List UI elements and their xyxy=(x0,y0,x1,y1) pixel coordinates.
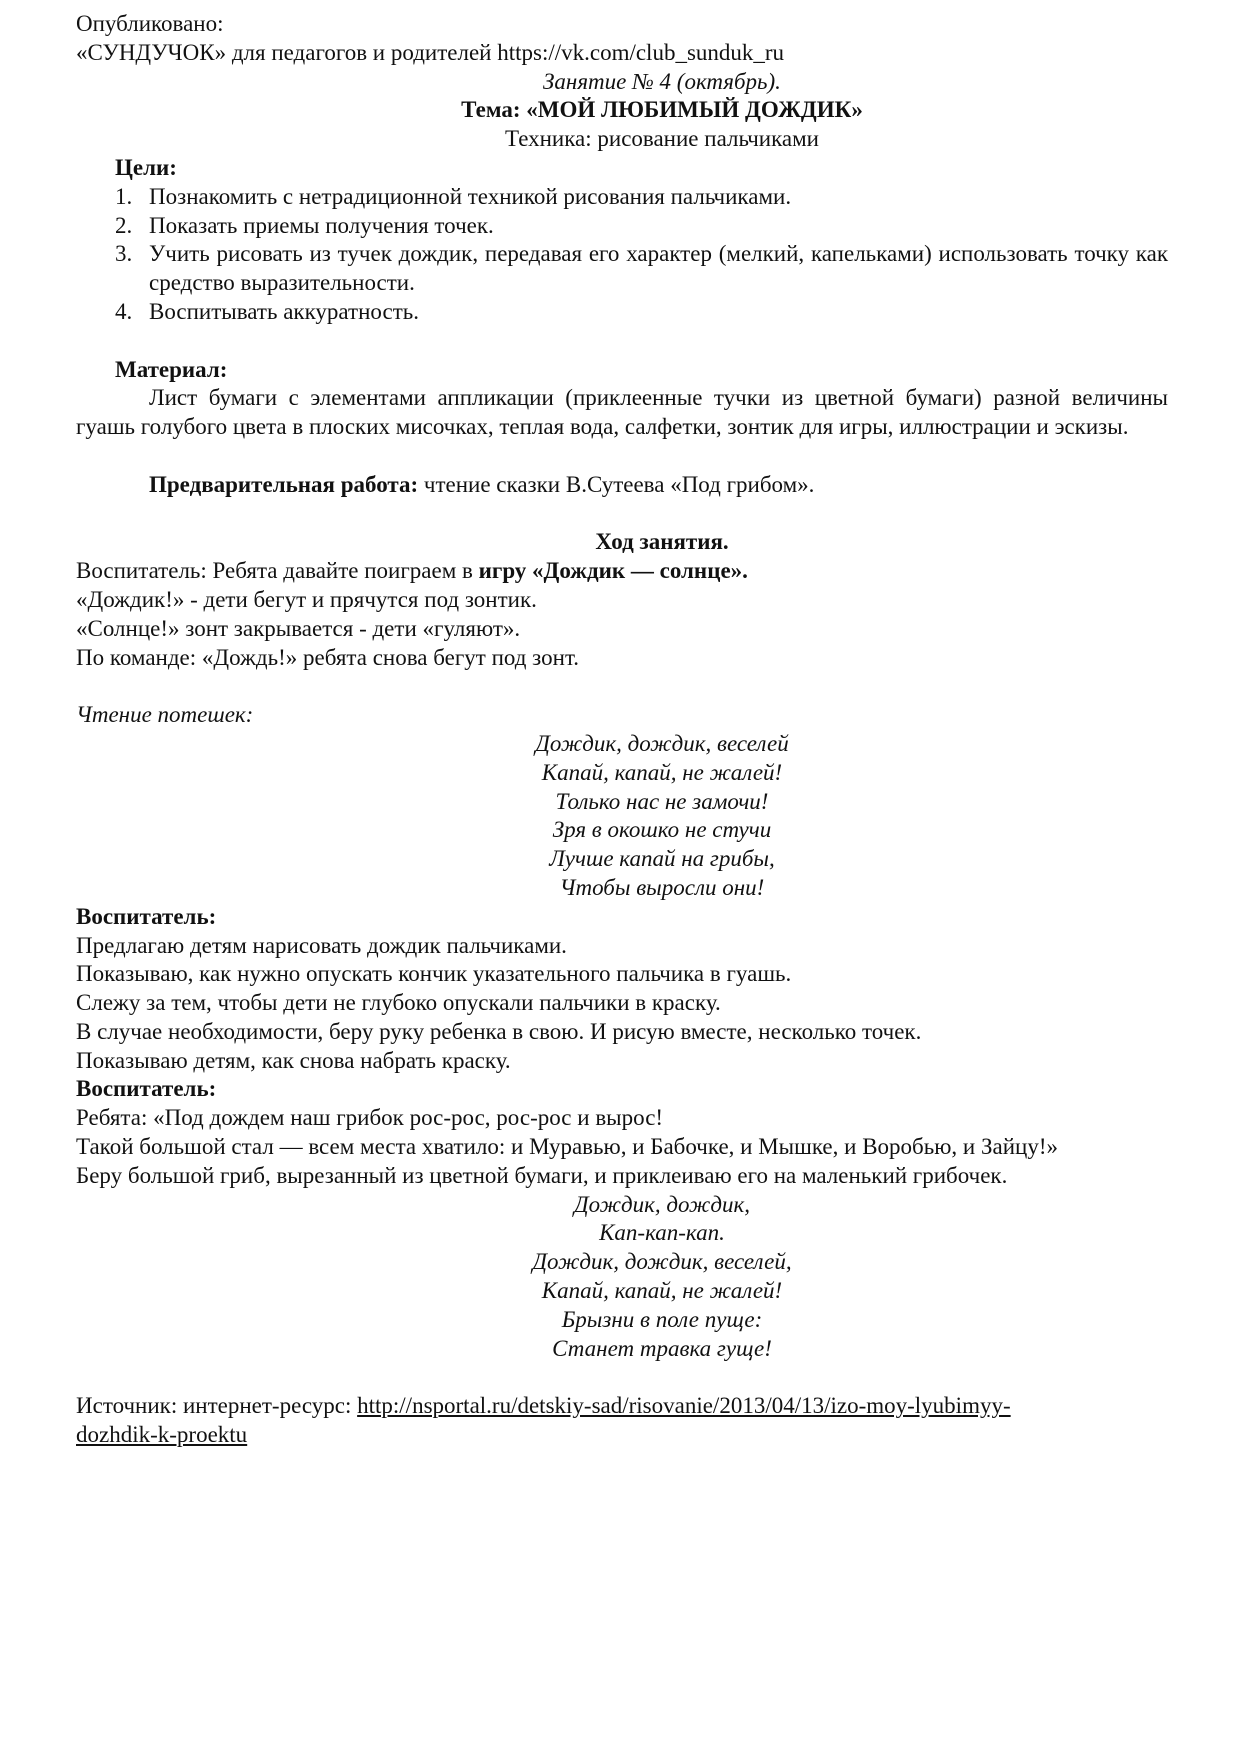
goals-heading: Цели: xyxy=(115,154,177,180)
poem-line: Дождик, дождик, веселей xyxy=(535,730,789,756)
goal-number: 3. xyxy=(115,241,133,267)
document-page xyxy=(76,10,1168,1450)
lesson-topic: Тема: «МОЙ ЛЮБИМЫЙ ДОЖДИК» xyxy=(461,97,863,123)
material-text: Лист бумаги с элементами аппликации (приклеенные тучки из цветной бумаги) разной величины гуашь голубого цвета в плоских мисочках, теплая вода, салфетки, зонтик для игры, иллюстрации и эскизы. xyxy=(76,385,1168,440)
source-label: Источник: интернет-ресурс: xyxy=(76,1393,358,1419)
teacher-line: Такой большой стал — всем места хватило: и Муравью, и Бабочке, и Мышке, и Воробью, и Зайцу!» xyxy=(76,1134,1058,1160)
material-heading: Материал: xyxy=(115,356,228,382)
goal-item xyxy=(115,212,1168,241)
prep-label: Предварительная работа: xyxy=(149,471,419,497)
course-line: «Дождик!» - дети бегут и прячутся под зонтик. xyxy=(76,586,537,612)
published-label: Опубликовано: xyxy=(76,11,224,36)
goal-text: Познакомить с нетрадиционной техникой рисования пальчиками. xyxy=(149,183,792,209)
prep-work xyxy=(76,471,1168,500)
poem-line: Станет травка гуще! xyxy=(552,1335,772,1361)
source-line xyxy=(76,1392,1168,1421)
poem-line: Только нас не замочи! xyxy=(555,788,769,814)
prep-text: чтение сказки В.Сутеева «Под грибом». xyxy=(418,471,815,497)
poem-2 xyxy=(76,1191,1168,1364)
goal-text: Учить рисовать из тучек дождик, передавая его характер (мелкий, капельками) использовать точку как средство выразительности. xyxy=(149,241,1168,296)
course-line: «Солнце!» зонт закрывается - дети «гуляют». xyxy=(76,615,521,641)
goal-number: 4. xyxy=(115,298,133,324)
reading-label: Чтение потешек: xyxy=(76,702,254,728)
poem-line: Капай, капай, не жалей! xyxy=(541,1278,783,1304)
poem-line: Лучше капай на грибы, xyxy=(549,846,775,872)
goal-item xyxy=(115,240,1168,298)
teacher-label: Воспитатель: xyxy=(76,903,217,929)
teacher-line: Ребята: «Под дождем наш грибок рос-рос, рос-рос и вырос! xyxy=(76,1105,664,1131)
source-link[interactable]: http://nsportal.ru/detskiy-sad/risovanie/2013/04/13/izo-moy-lyubimyy- xyxy=(357,1393,1011,1419)
teacher-label: Воспитатель: xyxy=(76,1076,217,1102)
source-link-continued[interactable]: dozhdik-k-proektu xyxy=(76,1422,248,1448)
poem-line: Дождик, дождик, веселей, xyxy=(532,1249,792,1275)
teacher-line: Предлагаю детям нарисовать дождик пальчиками. xyxy=(76,932,567,958)
teacher-line: Показываю, как нужно опускать кончик указательного пальчика в гуашь. xyxy=(76,961,792,987)
goal-text: Воспитывать аккуратность. xyxy=(149,298,419,324)
poem-line: Капай, капай, не жалей! xyxy=(541,759,783,785)
course-intro xyxy=(76,557,1168,586)
poem-line: Брызни в поле пуще: xyxy=(561,1306,763,1332)
poem-line: Зря в окошко не стучи xyxy=(552,817,772,843)
lesson-number: Занятие № 4 (октябрь). xyxy=(543,68,781,94)
lesson-technique: Техника: рисование пальчиками xyxy=(505,126,819,152)
teacher-line: Слежу за тем, чтобы дети не глубоко опускали пальчики в краску. xyxy=(76,990,721,1016)
course-line: По команде: «Дождь!» ребята снова бегут под зонт. xyxy=(76,644,580,670)
goal-number: 1. xyxy=(115,183,133,209)
goal-text: Показать приемы получения точек. xyxy=(149,212,494,238)
game-name: игру «Дождик — солнце». xyxy=(478,558,748,584)
teacher-line: Показываю детям, как снова набрать краску. xyxy=(76,1047,511,1073)
published-source: «СУНДУЧОК» для педагогов и родителей https://vk.com/club_sunduk_ru xyxy=(76,39,785,65)
poem-line: Чтобы выросли они! xyxy=(559,874,765,900)
poem-line: Кап-кап-кап. xyxy=(599,1220,725,1246)
course-intro-text: Воспитатель: Ребята давайте поиграем в xyxy=(76,558,479,584)
poem-line: Дождик, дождик, xyxy=(574,1191,750,1217)
teacher-line: Беру большой гриб, вырезанный из цветной бумаги, и приклеиваю его на маленький грибочек. xyxy=(76,1162,1008,1188)
goal-item xyxy=(115,183,1168,212)
goal-number: 2. xyxy=(115,212,133,238)
teacher-line: В случае необходимости, беру руку ребенка в свою. И рисую вместе, несколько точек. xyxy=(76,1018,922,1044)
goal-item xyxy=(115,298,1168,327)
course-heading: Ход занятия. xyxy=(595,529,729,555)
goals-section xyxy=(76,154,1168,327)
poem-1 xyxy=(76,730,1168,903)
